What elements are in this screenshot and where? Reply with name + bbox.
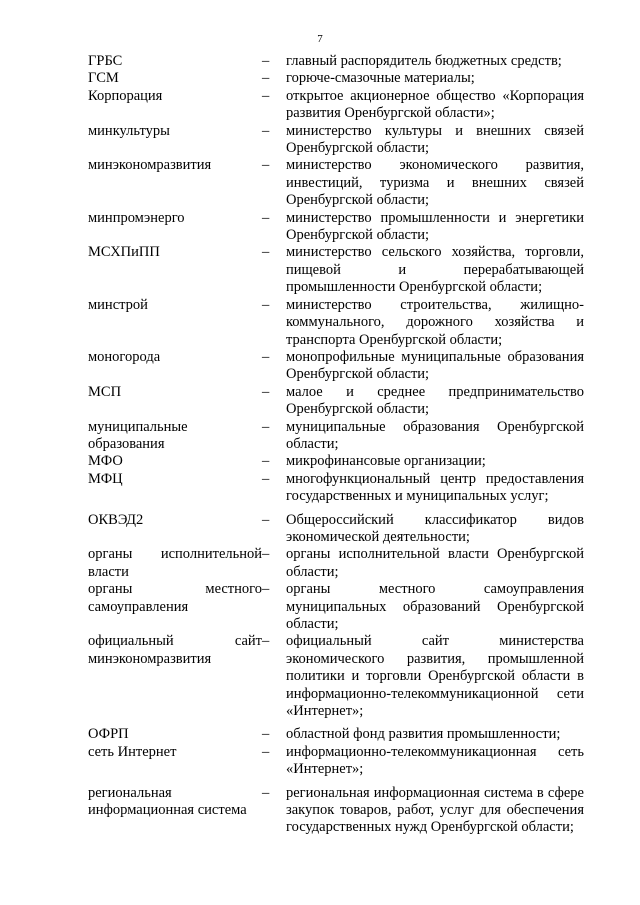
definition: органы исполнительной власти Оренбургской области; [286,546,584,580]
term: минэкономразвития [88,157,212,174]
definition: министерство сельского хозяйства, торговли, пищевой и перерабатывающей промышленности Оренбургской области; [286,244,584,296]
dash-separator: – [262,87,270,104]
list-item [88,581,584,633]
definition: областной фонд развития промышленности; [286,726,561,743]
term: МСП [88,383,122,400]
list-item [88,244,584,296]
term: органы исполнительной власти [88,546,262,580]
term: региональная информационная система [88,784,247,819]
definition: министерство промышленности и энергетики Оренбургской области; [286,209,584,244]
definition: открытое акционерное общество «Корпорация развития Оренбургской области»; [286,87,584,122]
term: муниципальные образования [88,418,188,452]
term: минкультуры [88,122,170,139]
list-item [88,210,584,245]
term: МСХПиПП [88,244,160,261]
definition: региональная информационная система в сфере закупок товаров, работ, услуг для обеспечения государственных нужд Оренбургской области; [286,784,584,836]
list-item [88,453,584,470]
list-item [88,785,584,837]
definition: информационно-телекоммуникационная сеть «Интернет»; [286,743,584,778]
dash-separator: – [262,296,270,313]
definition: монопрофильные муниципальные образования Оренбургской области; [286,348,584,383]
list-item [88,123,584,158]
list-item [88,512,584,547]
dash-separator: – [262,209,270,226]
list-item [88,53,584,70]
dash-separator: – [262,348,270,365]
list-item [88,384,584,419]
definition: микрофинансовые организации; [286,453,486,470]
term: органы местного самоуправления [88,581,262,615]
dash-separator: – [262,53,270,69]
dash-separator: – [262,546,270,563]
dash-separator: – [262,633,270,650]
term: ГРБС [88,53,123,69]
term: Корпорация [88,87,163,104]
definition: министерство строительства, жилищно-коммунального, дорожного хозяйства и транспорта Оренбургской области; [286,296,584,348]
list-item [88,633,584,720]
list-item [88,70,584,87]
dash-separator: – [262,157,270,174]
term: ГСМ [88,70,119,87]
definition: муниципальные образования Оренбургской области; [286,418,584,452]
list-item [88,349,584,384]
list-item [88,419,584,454]
definition: горюче-смазочные материалы; [286,70,475,87]
dash-separator: – [262,383,270,400]
dash-separator: – [262,784,270,801]
dash-separator: – [262,581,270,598]
term: ОФРП [88,726,129,743]
term: моногорода [88,348,161,365]
term: ОКВЭД2 [88,511,144,528]
dash-separator: – [262,743,270,760]
list-item [88,471,584,506]
dash-separator: – [262,418,270,435]
page-number: 7 [317,33,323,45]
definition: малое и среднее предпринимательство Оренбургской области; [286,383,584,418]
dash-separator: – [262,470,270,487]
list-item [88,744,584,779]
term: минпромэнерго [88,209,185,226]
definition: органы местного самоуправления муниципальных образований Оренбургской области; [286,581,584,632]
list-item [88,726,584,743]
dash-separator: – [262,511,270,528]
dash-separator: – [262,244,270,261]
term: минстрой [88,296,148,313]
dash-separator: – [262,726,270,743]
list-item [88,297,584,349]
definition: министерство культуры и внешних связей Оренбургской области; [286,122,584,157]
term: сеть Интернет [88,743,177,760]
term: официальный сайт минэкономразвития [88,633,262,667]
term: МФО [88,453,123,470]
term: МФЦ [88,470,123,487]
definition: многофункциональный центр предоставления государственных и муниципальных услуг; [286,470,584,505]
abbreviations-list [88,53,584,837]
definition: министерство экономического развития, инвестиций, туризма и внешних связей Оренбургской области; [286,157,584,209]
list-item [88,546,584,581]
dash-separator: – [262,70,270,87]
dash-separator: – [262,453,270,470]
list-item [88,157,584,209]
dash-separator: – [262,122,270,139]
definition: главный распорядитель бюджетных средств; [286,53,562,69]
list-item [88,88,584,123]
definition: официальный сайт министерства экономического развития, промышленной политики и торговли Оренбургской области в информационно-телекоммуникационной сети «Интернет»; [286,633,584,720]
definition: Общероссийский классификатор видов экономической деятельности; [286,511,584,545]
